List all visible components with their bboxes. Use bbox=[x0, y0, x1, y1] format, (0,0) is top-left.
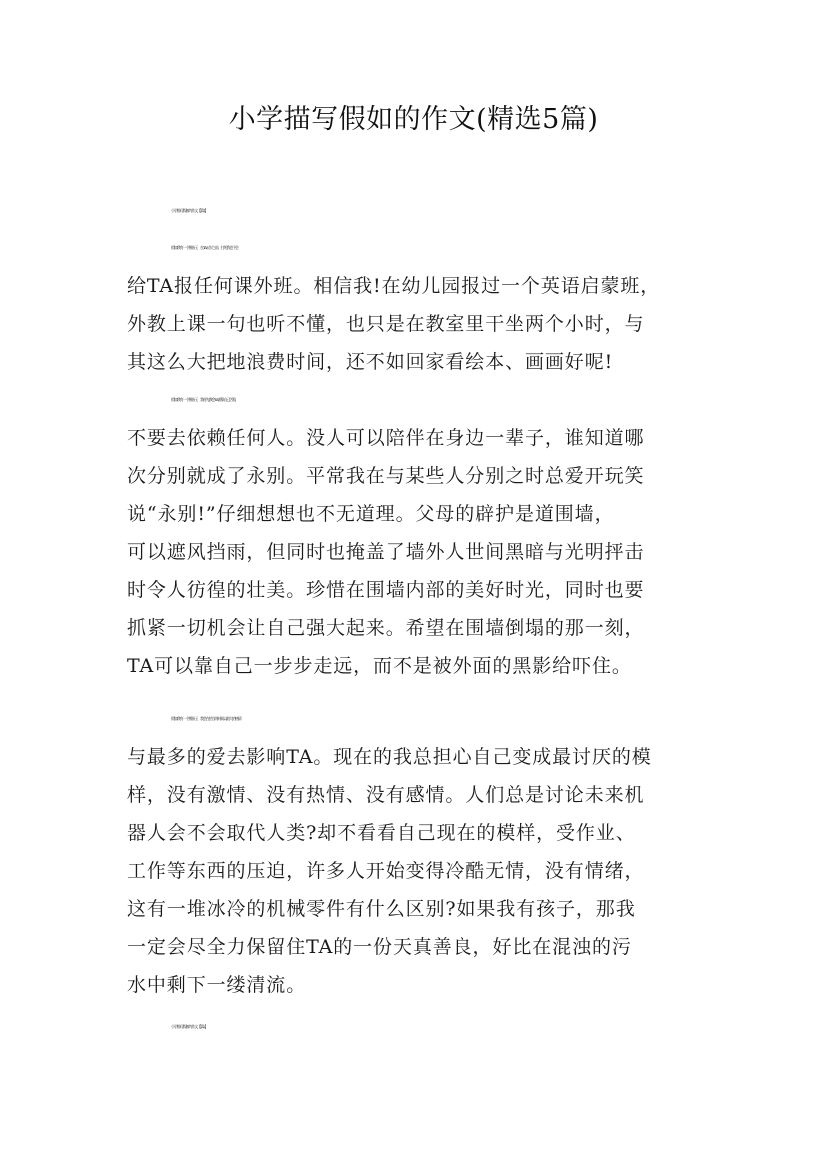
paragraph-line: 水中剩下一缕清流。 bbox=[127, 974, 307, 996]
paragraph-line: 抓紧一切机会让自己强大起来。希望在围墙倒塌的那一刻， bbox=[127, 617, 645, 639]
paragraph-line: 工作等东西的压迫，许多人开始变得冷酷无情，没有情绪， bbox=[127, 860, 645, 882]
paragraph-line: 外教上课一句也听不懂，也只是在教室里干坐两个小时，与 bbox=[127, 313, 645, 335]
paragraph-line: 给TA报任何课外班。相信我!在幼儿园报过一个英语启蒙班， bbox=[127, 275, 661, 297]
paragraph-line: 其这么大把地浪费时间，还不如回家看绘本、画画好呢! bbox=[127, 351, 614, 373]
section-heading-2: 小学描写假如的作文【篇2】 bbox=[171, 1024, 208, 1029]
paragraph-line: 不要去依赖任何人。没人可以陪伴在身边一辈子，谁知道哪 bbox=[127, 427, 645, 449]
paragraph-line: 与最多的爱去影响TA。现在的我总担心自己变成最讨厌的模 bbox=[127, 746, 652, 768]
paragraph-line: 器人会不会取代人类?却不看看自己现在的模样，受作业、 bbox=[127, 822, 636, 844]
paragraph-line: 次分别就成了永别。平常我在与某些人分别之时总爱开玩笑 bbox=[127, 465, 645, 487]
paragraph-line: 可以遮风挡雨，但同时也掩盖了墙外人世间黑暗与光明抨击 bbox=[127, 541, 645, 563]
paragraph-line: 假如我有一个熊孩子，我会在恰当的时候以最大的热情 bbox=[171, 716, 241, 721]
paragraph-line: 说“永别!”仔细想想也不无道理。父母的辟护是道围墙， bbox=[127, 503, 615, 525]
paragraph-line: 这有一堆冰冷的机械零件有什么区别?如果我有孩子，那我 bbox=[127, 898, 636, 920]
paragraph-line: 时令人彷徨的壮美。珍惜在围墙内部的美好时光，同时也要 bbox=[127, 579, 645, 601]
paragraph-line: TA可以靠自己一步步走远，而不是被外面的黑影给吓住。 bbox=[127, 655, 632, 677]
document-title: 小学描写假如的作文(精选5篇) bbox=[228, 104, 599, 135]
paragraph-line: 样，没有激情、没有热情、没有感情。人们总是讨论未来机 bbox=[127, 784, 645, 806]
section-heading-1: 小学描写假如的作文【篇1】 bbox=[171, 208, 208, 213]
paragraph-line: 一定会尽全力保留住TA的一份天真善良，好比在混浊的污 bbox=[127, 936, 632, 958]
paragraph-line: 假如我有一个熊孩子，我首先教会TA要靠自己活着， bbox=[171, 397, 238, 402]
paragraph-line: 假如我有一个熊孩子，在TA五岁之前，打死我也不会 bbox=[171, 245, 238, 250]
